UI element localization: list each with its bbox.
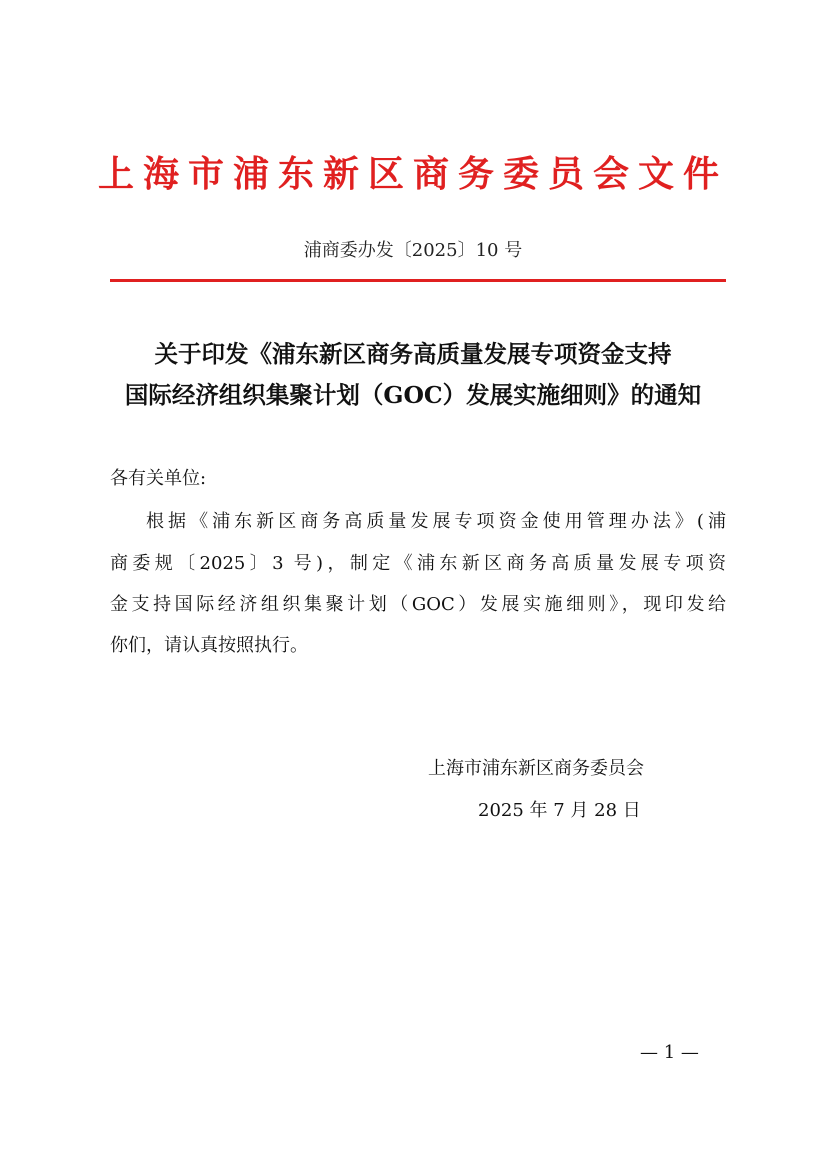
salutation: 各有关单位: [110, 468, 207, 489]
red-divider-line [110, 279, 726, 282]
body-paragraph-line: 商委规〔2025〕3 号)，制定《浦东新区商务高质量发展专项资 [110, 553, 726, 574]
body-paragraph-line: 根据《浦东新区商务高质量发展专项资金使用管理办法》(浦 [146, 511, 726, 532]
document-header-title: 上海市浦东新区商务委员会文件 [97, 154, 728, 195]
body-paragraph-line: 金支持国际经济组织集聚计划（GOC）发展实施细则》，现印发给 [110, 594, 726, 615]
notice-title-line: 关于印发《浦东新区商务高质量发展专项资金支持 [154, 340, 672, 368]
document-number: 浦商委办发〔2025〕10 号 [303, 240, 523, 261]
signature-organization: 上海市浦东新区商务委员会 [428, 758, 644, 779]
signature-date: 2025 年 7 月 28 日 [478, 800, 641, 821]
page-number: — 1 — [640, 1042, 699, 1063]
notice-title [90, 334, 736, 416]
body-paragraph-line: 你们，请认真按照执行。 [110, 635, 308, 656]
notice-title-line: 国际经济组织集聚计划（GOC）发展实施细则》的通知 [124, 381, 702, 409]
